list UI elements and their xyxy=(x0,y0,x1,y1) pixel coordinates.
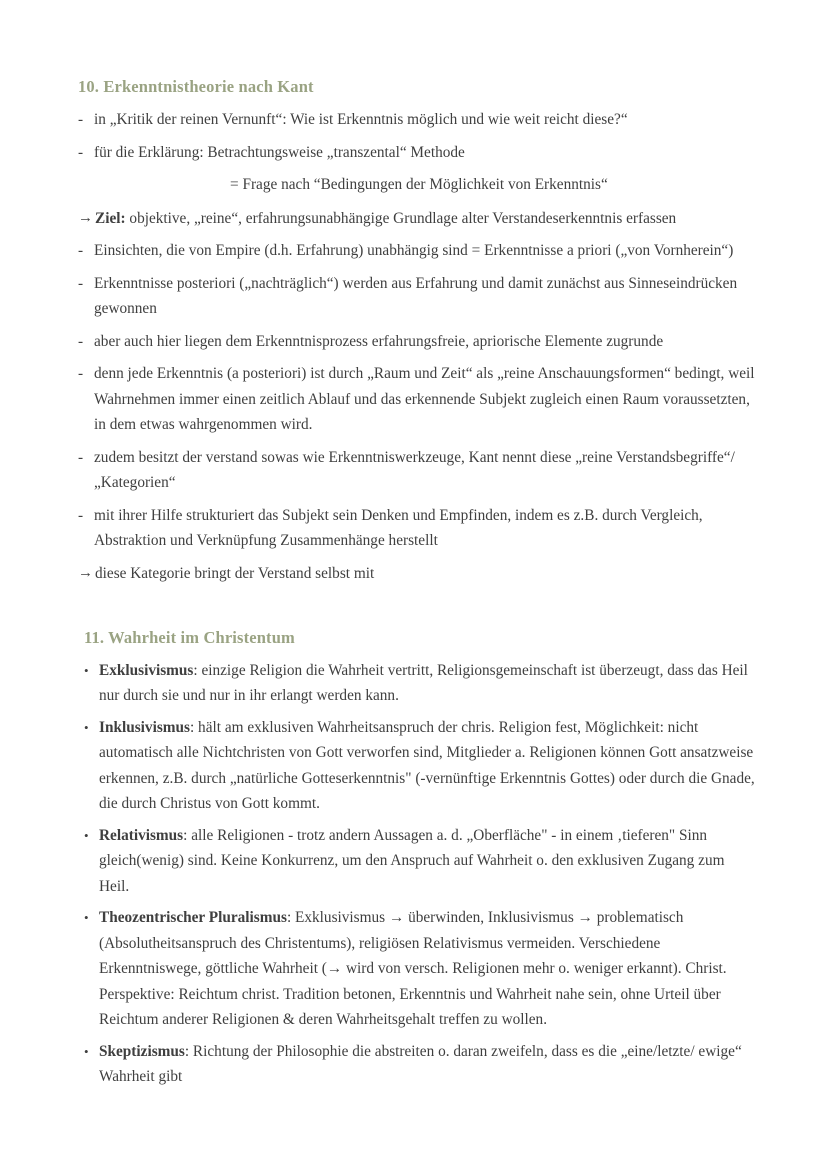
list-item-text: aber auch hier liegen dem Erkenntnisprozess erfahrungsfreie, apriorische Elemente zugrunde xyxy=(94,332,664,350)
bullet-icon: • xyxy=(84,662,89,678)
list-item-text: : alle Religionen - trotz andern Aussagen a. d. „Oberfläche" - in einem ‚tieferen" Sinn gleich(wenig) sind. Keine Konkurrenz, um den Anspruch auf Wahrheit o. den exklusiven Zugang zum Heil. xyxy=(99,826,725,895)
list-item-text: denn jede Erkenntnis (a posteriori) ist durch „Raum und Zeit“ als „reine Anschauungsformen“ bedingt, weil Wahrnehmen immer einen zeitlich Ablauf und das erkennende Subjekt zugleich einen Raum voraussetzten, in dem etwas wahrgenommen wird. xyxy=(94,365,755,434)
bullet-icon: • xyxy=(84,1043,89,1059)
list-item-text: in „Kritik der reinen Vernunft“: Wie ist Erkenntnis möglich und wie weit reicht diese?“ xyxy=(94,111,628,129)
list-item-lead: Relativismus xyxy=(99,826,184,844)
dash-marker: - xyxy=(78,332,84,350)
list-item-lead: Theozentrischer Pluralismus xyxy=(99,909,287,927)
dash-marker: - xyxy=(78,274,84,292)
section-heading-erkenntnistheorie: 10. Erkenntnistheorie nach Kant xyxy=(78,77,314,96)
list-item-text: mit ihrer Hilfe strukturiert das Subjekt sein Denken und Empfinden, indem es z.B. durch Vergleich, Abstraktion und Verknüpfung Zusammenhänge herstellt xyxy=(94,506,703,550)
indented-equation-line xyxy=(78,172,756,198)
section-heading-wahrheit-im-christentum: 11. Wahrheit im Christentum xyxy=(84,628,295,648)
list-item-text: : einzige Religion die Wahrheit vertritt, Religionsgemeinschaft ist überzeugt, dass das Heil nur durch sie und nur in ihr erlangt werden kann. xyxy=(99,661,748,705)
list-item-text: zudem besitzt der verstand sowas wie Erkenntniswerkzeuge, Kant nennt diese „reine Verstandsbegriffe“/ „Kategorien“ xyxy=(94,448,735,492)
list-item-text: objektive, „reine“, erfahrungsunabhängige Grundlage alter Verstandeserkenntnis erfassen xyxy=(125,209,677,227)
list-item-lead: Ziel: xyxy=(95,209,126,227)
bullet-icon: • xyxy=(84,719,89,735)
list-item xyxy=(78,271,756,322)
list-item xyxy=(78,107,756,133)
list-item xyxy=(78,445,756,496)
list-item-text: diese Kategorie bringt der Verstand selbst mit xyxy=(95,564,375,582)
arrow-right-icon: → xyxy=(78,564,93,581)
list-item xyxy=(78,905,756,1033)
indented-line-text: = Frage nach “Bedingungen der Möglichkeit von Erkenntnis“ xyxy=(230,176,608,194)
list-item-text: Erkenntnisse posteriori („nachträglich“) werden aus Erfahrung und damit zunächst aus Sinneseindrücken gewonnen xyxy=(94,274,738,318)
dash-marker: - xyxy=(78,143,84,161)
list-item-lead: Inklusivismus xyxy=(99,718,190,736)
list-item-arrow xyxy=(78,206,756,232)
list-item-lead: Skeptizismus xyxy=(99,1042,185,1060)
dash-marker: - xyxy=(78,242,84,260)
list-item-text: für die Erklärung: Betrachtungsweise „transzental“ Methode xyxy=(94,143,465,161)
list-item xyxy=(78,329,756,355)
list-item xyxy=(78,140,756,166)
list-item xyxy=(78,715,756,817)
bullet-icon: • xyxy=(84,827,89,843)
arrow-right-icon: → xyxy=(78,209,93,226)
list-item-text: : Richtung der Philosophie die abstreiten o. daran zweifeln, dass es die „eine/letzte/ ewige“ Wahrheit gibt xyxy=(99,1042,742,1086)
list-item-lead: Exklusivismus xyxy=(99,661,194,679)
list-item xyxy=(78,658,756,709)
dash-marker: - xyxy=(78,448,84,466)
list-item-text: : hält am exklusiven Wahrheitsanspruch der chris. Religion fest, Möglichkeit: nicht automatisch alle Nichtchristen von Gott verworfen sind, Mitglieder a. Religionen können Gott ansatzweise erkennen, z.B. durch „natürliche Gotteserkenntnis" (-vernünftige Erkenntnis Gottes) oder durch die Gnade, die durch Christus von Gott kommt. xyxy=(99,718,755,813)
section-spacer xyxy=(78,593,756,627)
list-item xyxy=(78,238,756,264)
list-item xyxy=(78,361,756,438)
list-item xyxy=(78,1039,756,1090)
list-item-arrow xyxy=(78,561,756,587)
list-item-text: Einsichten, die von Empire (d.h. Erfahrung) unabhängig sind = Erkenntnisse a priori („von Vornherein“) xyxy=(94,242,734,260)
list-item-text: : Exklusivismus → überwinden, Inklusivismus → problematisch (Absolutheitsanspruch des Christentums), religiösen Relativismus vermeiden. Verschiedene Erkenntniswege, göttliche Wahrheit (→ wird von versch. Religionen mehr o. weniger erkannt). Christ. Perspektive: Reichtum christ. Tradition betonen, Erkenntnis und Wahrheit nahe sein, ohne Urteil über Reichtum anderer Religionen & deren Wahrheitsgehalt treffen zu wollen. xyxy=(99,909,727,1029)
dash-marker: - xyxy=(78,506,84,524)
document-content xyxy=(78,76,756,1096)
list-item xyxy=(78,823,756,900)
dash-marker: - xyxy=(78,365,84,383)
list-item xyxy=(78,503,756,554)
dash-marker: - xyxy=(78,111,84,129)
bullet-icon: • xyxy=(84,910,89,926)
